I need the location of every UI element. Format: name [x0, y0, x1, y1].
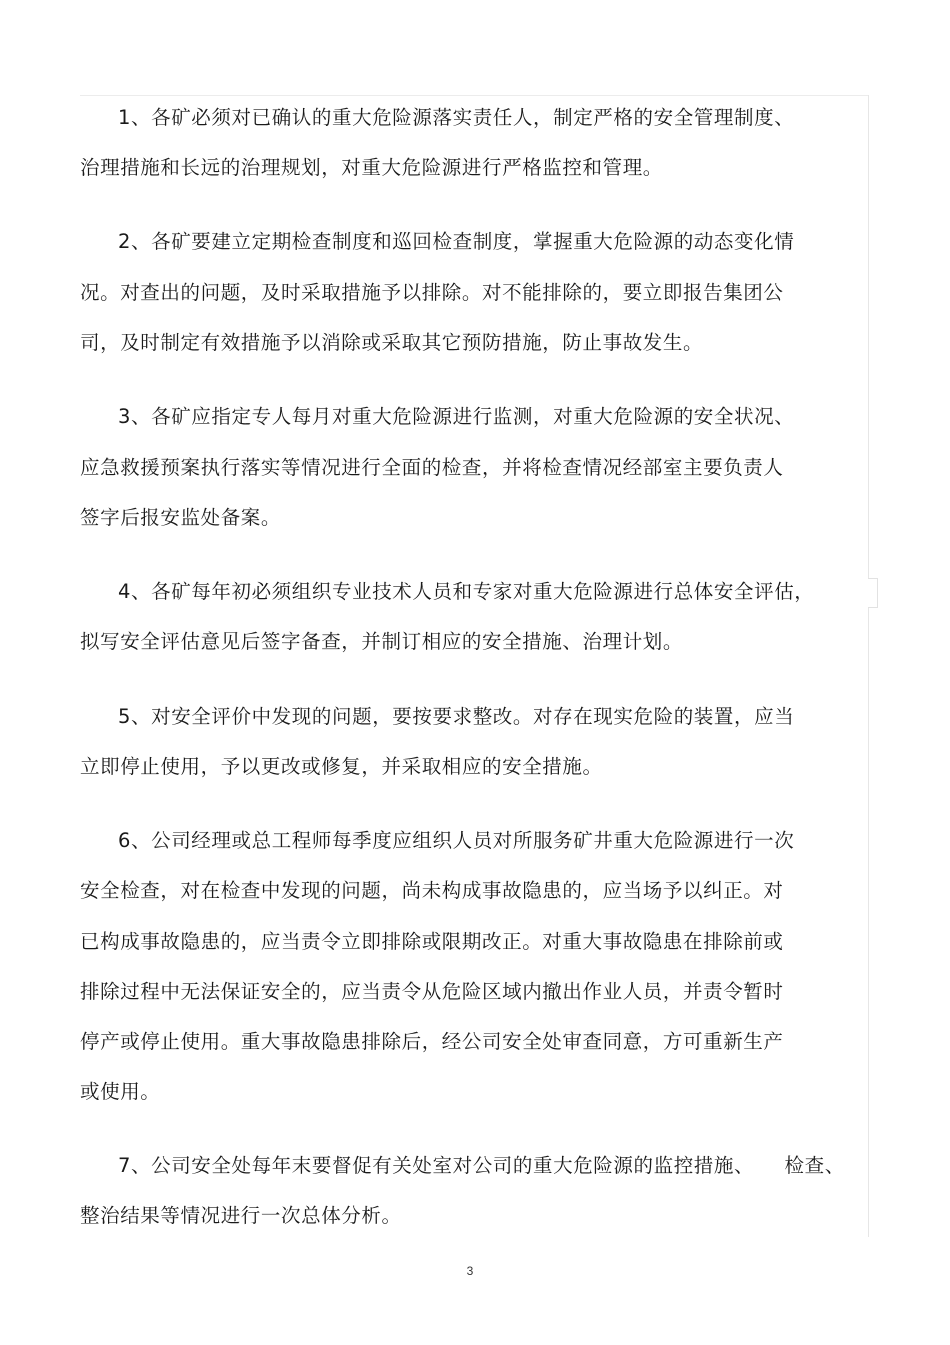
paragraph-line: 应急救援预案执行落实等情况进行全面的检查，并将检查情况经部室主要负责人 [80, 456, 784, 479]
paragraph-line: 立即停止使用，予以更改或修复，并采取相应的安全措施。 [80, 755, 603, 778]
paragraph-line: 停产或停止使用。重大事故隐患排除后，经公司安全处审查同意，方可重新生产 [80, 1030, 784, 1053]
paragraph-line: 安全检查，对在检查中发现的问题，尚未构成事故隐患的，应当场予以纠正。对 [80, 879, 784, 902]
paragraph-line: 7、公司安全处每年末要督促有关处室对公司的重大危险源的监控措施、 检查、 [118, 1154, 845, 1177]
paragraph-line: 况。对查出的问题，及时采取措施予以排除。对不能排除的，要立即报告集团公 [80, 281, 784, 304]
paragraph-line: 4、各矿每年初必须组织专业技术人员和专家对重大危险源进行总体安全评估， [118, 580, 815, 603]
paragraph-line: 1、各矿必须对已确认的重大危险源落实责任人，制定严格的安全管理制度、 [118, 106, 795, 129]
paragraph-line: 签字后报安监处备案。 [80, 506, 282, 529]
paragraph-line: 司，及时制定有效措施予以消除或采取其它预防措施，防止事故发生。 [80, 331, 704, 354]
paragraph-line: 治理措施和长远的治理规划，对重大危险源进行严格监控和管理。 [80, 156, 663, 179]
paragraph-line: 整治结果等情况进行一次总体分析。 [80, 1204, 402, 1227]
paragraph-line: 2、各矿要建立定期检查制度和巡回检查制度，掌握重大危险源的动态变化情 [118, 230, 795, 253]
paragraph-line: 排除过程中无法保证安全的，应当责令从危险区域内撤出作业人员，并责令暂时 [80, 980, 784, 1003]
paragraph-line: 5、对安全评价中发现的问题，要按要求整改。对存在现实危险的装置，应当 [118, 705, 795, 728]
paragraph-line: 3、各矿应指定专人每月对重大危险源进行监测，对重大危险源的安全状况、 [118, 405, 795, 428]
paragraph-line: 6、公司经理或总工程师每季度应组织人员对所服务矿井重大危险源进行一次 [118, 829, 795, 852]
paragraph-line: 已构成事故隐患的，应当责令立即排除或限期改正。对重大事故隐患在排除前或 [80, 930, 784, 953]
page-number: 3 [466, 1264, 474, 1278]
paragraph-line: 或使用。 [80, 1080, 161, 1103]
paragraph-line: 拟写安全评估意见后签字备查，并制订相应的安全措施、治理计划。 [80, 630, 684, 653]
